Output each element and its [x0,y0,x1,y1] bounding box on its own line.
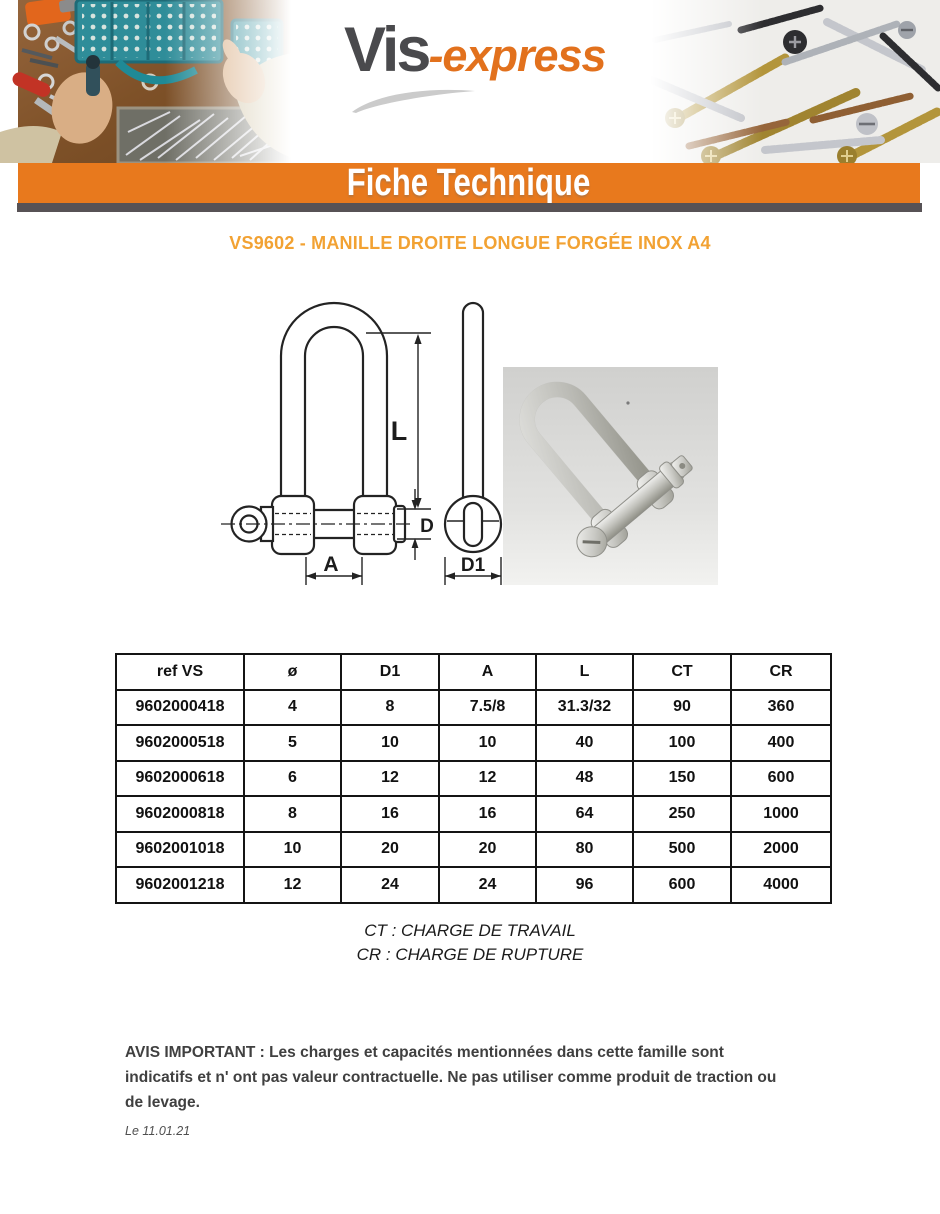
column-header: ref VS [116,654,244,690]
table-cell: 10 [244,832,341,868]
table-cell: 500 [633,832,731,868]
workbench-photo [0,0,300,163]
table-row [116,690,831,726]
dim-label-A: A [323,553,339,576]
shackle-side-view-drawing [445,303,501,552]
logo [344,14,606,86]
screws-photo [645,0,940,163]
screws-photo-art [645,0,940,163]
shackle-photo-art [503,367,718,585]
table-cell: 600 [633,867,731,903]
table-cell: 10 [439,725,536,761]
spec-table-body [116,690,831,903]
table-cell: 8 [244,796,341,832]
legend-ct: CT : CHARGE DE TRAVAIL [364,921,576,940]
logo-swoosh [348,82,480,116]
banner [18,163,920,203]
column-header: ø [244,654,341,690]
workbench-photo-art [0,0,300,163]
table-cell: 48 [536,761,633,797]
product-title: VS9602 - MANILLE DROITE LONGUE FORGÉE INOX A4 [229,233,711,253]
table-cell: 6 [244,761,341,797]
logo-text-primary: Vis [344,15,429,85]
column-header: A [439,654,536,690]
table-cell: 9602000518 [116,725,244,761]
table-cell: 12 [244,867,341,903]
spec-table-header-row [116,654,831,690]
table-cell: 150 [633,761,731,797]
table-cell: 24 [341,867,439,903]
table-cell: 360 [731,690,831,726]
table-cell: 9602000618 [116,761,244,797]
table-cell: 16 [439,796,536,832]
spec-table [115,653,832,904]
table-row [116,867,831,903]
column-header: L [536,654,633,690]
table-row [116,761,831,797]
column-header: CT [633,654,731,690]
table-cell: 10 [341,725,439,761]
spec-table-wrap [115,653,832,904]
table-cell: 600 [731,761,831,797]
legend [0,919,940,967]
table-cell: 31.3/32 [536,690,633,726]
table-cell: 12 [439,761,536,797]
header [0,0,940,163]
spec-table-head [116,654,831,690]
table-row [116,725,831,761]
column-header: D1 [341,654,439,690]
table-cell: 2000 [731,832,831,868]
table-cell: 4000 [731,867,831,903]
table-cell: 8 [341,690,439,726]
dim-label-L: L [390,416,408,446]
table-cell: 16 [341,796,439,832]
table-cell: 40 [536,725,633,761]
table-cell: 1000 [731,796,831,832]
table-cell: 9602000818 [116,796,244,832]
table-row [116,832,831,868]
logo-text-secondary: -express [428,30,606,81]
table-cell: 7.5/8 [439,690,536,726]
table-cell: 20 [341,832,439,868]
table-cell: 100 [633,725,731,761]
table-cell: 9602001218 [116,867,244,903]
banner-underline [17,203,922,212]
table-cell: 400 [731,725,831,761]
table-cell: 90 [633,690,731,726]
table-cell: 20 [439,832,536,868]
table-cell: 64 [536,796,633,832]
banner-title: Fiche Technique [347,161,591,204]
table-cell: 5 [244,725,341,761]
important-notice: AVIS IMPORTANT : Les charges et capacités mentionnées dans cette famille sont indicatifs et n' ont pas valeur contractuelle. Ne pas utiliser comme produit de traction ou de levage. [125,1044,777,1111]
footer-date: Le 11.01.21 [125,1124,191,1138]
dim-label-D1: D1 [460,555,486,576]
dim-label-D: D [420,516,434,537]
table-cell: 96 [536,867,633,903]
column-header: CR [731,654,831,690]
shackle-photo [503,367,718,585]
shackle-front-view-drawing [281,303,387,498]
table-cell: 250 [633,796,731,832]
table-cell: 24 [439,867,536,903]
table-cell: 9602000418 [116,690,244,726]
table-cell: 12 [341,761,439,797]
table-row [116,796,831,832]
table-cell: 9602001018 [116,832,244,868]
legend-cr: CR : CHARGE DE RUPTURE [356,945,584,964]
table-cell: 80 [536,832,633,868]
table-cell: 4 [244,690,341,726]
